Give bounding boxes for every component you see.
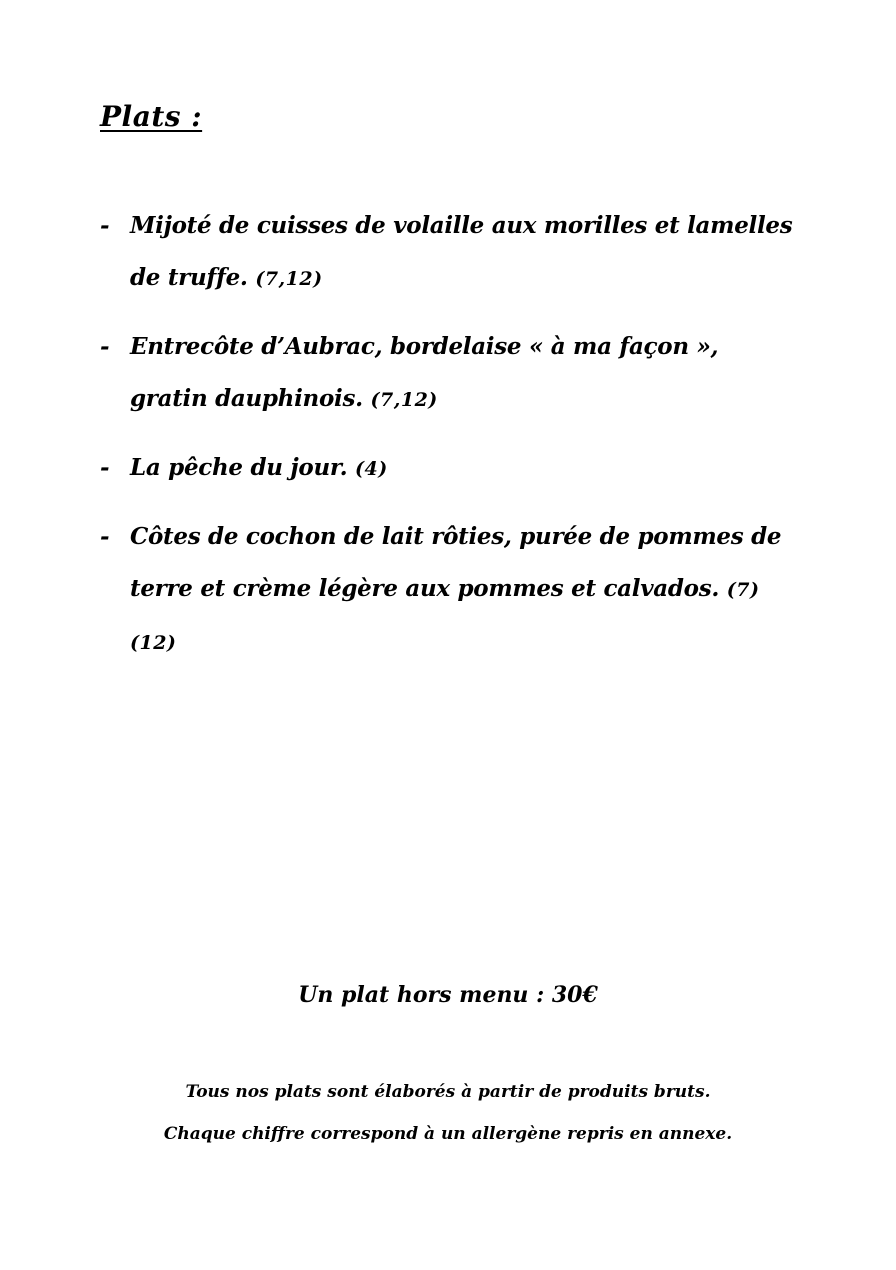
allergen-codes: (4) [355, 458, 388, 480]
list-item [100, 321, 800, 426]
dish-name: La pêche du jour. [130, 454, 348, 481]
list-marker: - [100, 212, 110, 239]
list-marker: - [100, 333, 110, 360]
dish-name: Entrecôte d’Aubrac, bordelaise « à ma façon », gratin dauphinois. [130, 333, 719, 412]
list-item [100, 200, 800, 305]
dish-name: Mijoté de cuisses de volaille aux morilles et lamelles de truffe. [130, 212, 793, 291]
price-line: Un plat hors menu : 30€ [298, 982, 598, 1008]
list-marker: - [100, 454, 110, 481]
allergen-codes: (7,12) [255, 268, 323, 290]
page-title: Plats : [100, 100, 203, 133]
allergen-codes: (7)(12) [130, 579, 760, 654]
list-marker: - [100, 523, 110, 550]
dish-name: Côtes de cochon de lait rôties, purée de pommes de terre et crème légère aux pommes et calvados. [130, 523, 782, 602]
dish-list [100, 200, 800, 685]
list-item [100, 511, 800, 669]
footnote-allergens: Chaque chiffre correspond à un allergène repris en annexe. [163, 1124, 733, 1144]
allergen-codes: (7,12) [370, 389, 438, 411]
footnote-products: Tous nos plats sont élaborés à partir de produits bruts. [185, 1082, 711, 1102]
list-item [100, 442, 800, 495]
